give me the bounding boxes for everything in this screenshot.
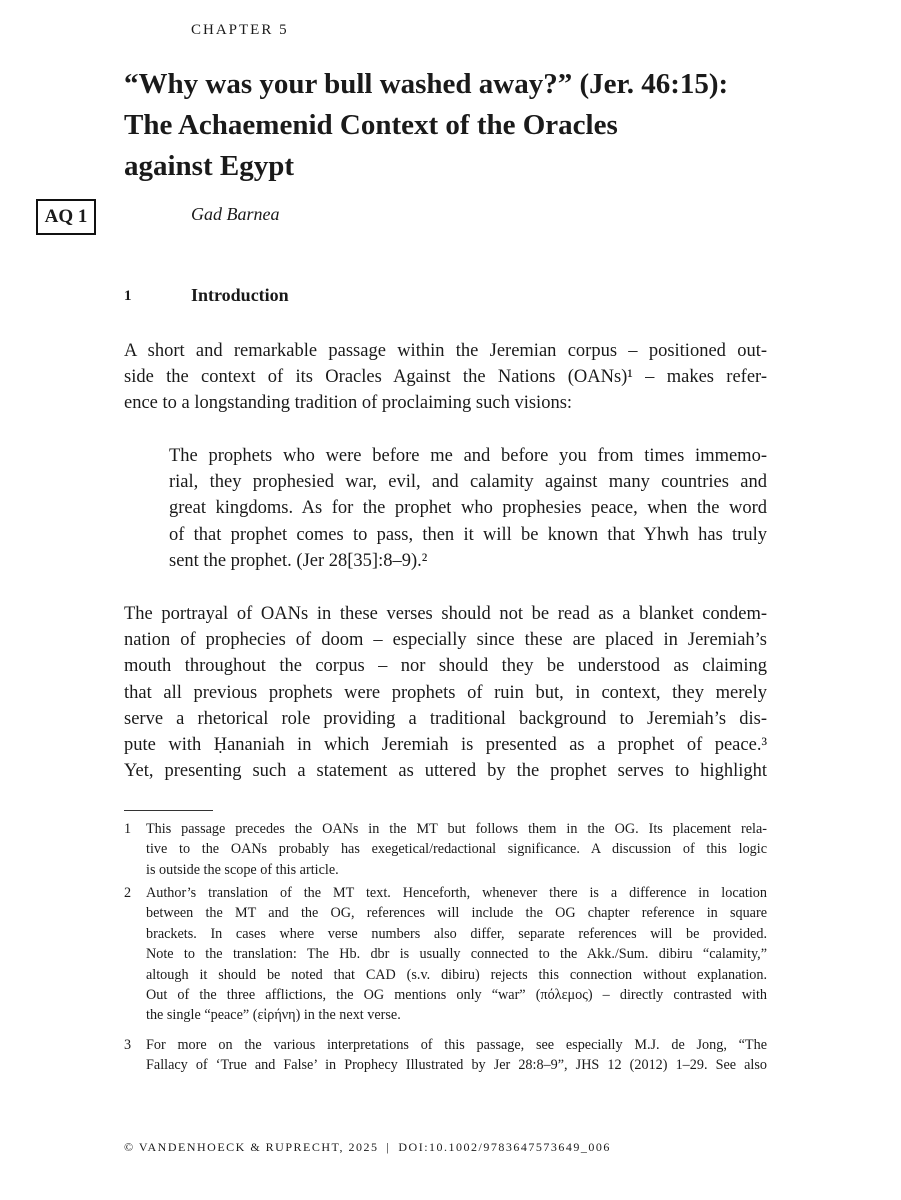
text-line: nation of prophecies of doom – especially since these are placed in Jeremiah’s (124, 630, 767, 651)
footnote-line: the single “peace” (εἰρήνη) in the next verse. (146, 1007, 401, 1024)
footnote-line: is outside the scope of this article. (146, 861, 339, 878)
footnote-line: between the MT and the OG, references will include the OG chapter reference in square (146, 905, 767, 922)
text-line: The portrayal of OANs in these verses should not be read as a blanket condem- (124, 604, 767, 624)
footnote-line: Author’s translation of the MT text. Henceforth, whenever there is a difference in location (146, 885, 767, 901)
text-line: mouth throughout the corpus – nor should they be understood as claiming (124, 656, 767, 677)
author-name: Gad Barnea (191, 204, 280, 224)
footnote (124, 819, 767, 880)
text-line: serve a rhetorical role providing a traditional background to Jeremiah’s dis- (124, 708, 767, 729)
text-line: of that prophet comes to pass, then it will be known that Yhwh has truly (169, 524, 767, 545)
footnote-line: brackets. In cases where verse numbers also differ, separate references will be provided. (146, 925, 767, 942)
footnote-number: 1 (124, 821, 132, 837)
footnote-line: For more on the various interpretations of this passage, see especially M.J. de Jong, “The (146, 1037, 767, 1053)
chapter-label: CHAPTER 5 (191, 22, 289, 38)
footnote-line: altough it should be noted that CAD (s.v. dibiru) rejects this connection without explanation. (146, 966, 767, 983)
chapter-title (124, 64, 824, 187)
text-line: pute with Ḥananiah in which Jeremiah is presented as a prophet of peace.³ (124, 735, 767, 756)
text-line: great kingdoms. As for the prophet who prophesies peace, when the word (169, 498, 767, 519)
text-line: rial, they prophesied war, evil, and calamity against many countries and (169, 472, 767, 493)
footnote-line: Note to the translation: The Hb. dbr is usually connected to the Akk./Sum. dibiru “calamity,” (146, 946, 767, 963)
body-paragraph (124, 601, 767, 784)
footnote (124, 1035, 767, 1076)
text-line: that all previous prophets were prophets of ruin but, in context, they merely (124, 682, 767, 703)
footer-separator: | (386, 1140, 391, 1154)
title-line: against Egypt (124, 150, 295, 182)
author-query-marker[interactable]: AQ 1 (36, 199, 96, 235)
text-line: Yet, presenting such a statement as uttered by the prophet serves to highlight (124, 761, 767, 782)
text-line: ence to a longstanding tradition of proclaiming such visions: (124, 393, 573, 414)
title-line: “Why was your bull washed away?” (Jer. 46:15): (124, 68, 729, 100)
footnote-number: 3 (124, 1037, 132, 1053)
text-line: sent the prophet. (Jer 28[35]:8–9).² (169, 550, 428, 571)
copyright-notice: © VANDENHOECK & RUPRECHT, 2025 (124, 1140, 379, 1154)
body-paragraph (124, 338, 767, 417)
block-quotation (169, 443, 767, 574)
section-number: 1 (124, 288, 132, 304)
text-line: side the context of its Oracles Against the Nations (OANs)¹ – makes refer- (124, 367, 767, 388)
section-title: Introduction (191, 285, 289, 305)
footnote-line: Fallacy of ‘True and False’ in Prophecy Illustrated by Jer 28:8–9”, JHS 12 (2012) 1–29. See also (146, 1057, 767, 1074)
doi-link[interactable]: DOI:10.1002/9783647573649_006 (398, 1140, 611, 1154)
footnote-line: tive to the OANs probably has exegetical/redactional significance. A discussion of this logic (146, 841, 767, 858)
footnote-rule (124, 810, 213, 811)
title-line: The Achaemenid Context of the Oracles (124, 109, 618, 141)
footnote (124, 883, 767, 1026)
text-line: The prophets who were before me and before you from times immemo- (169, 446, 767, 466)
footnote-number: 2 (124, 885, 132, 901)
footnote-line: Out of the three afflictions, the OG mentions only “war” (πόλεμος) – directly contrasted with (146, 987, 767, 1004)
text-line: A short and remarkable passage within the Jeremian corpus – positioned out- (124, 341, 767, 361)
footnote-line: This passage precedes the OANs in the MT but follows them in the OG. Its placement rela- (146, 821, 767, 837)
page-footer (124, 1140, 611, 1155)
